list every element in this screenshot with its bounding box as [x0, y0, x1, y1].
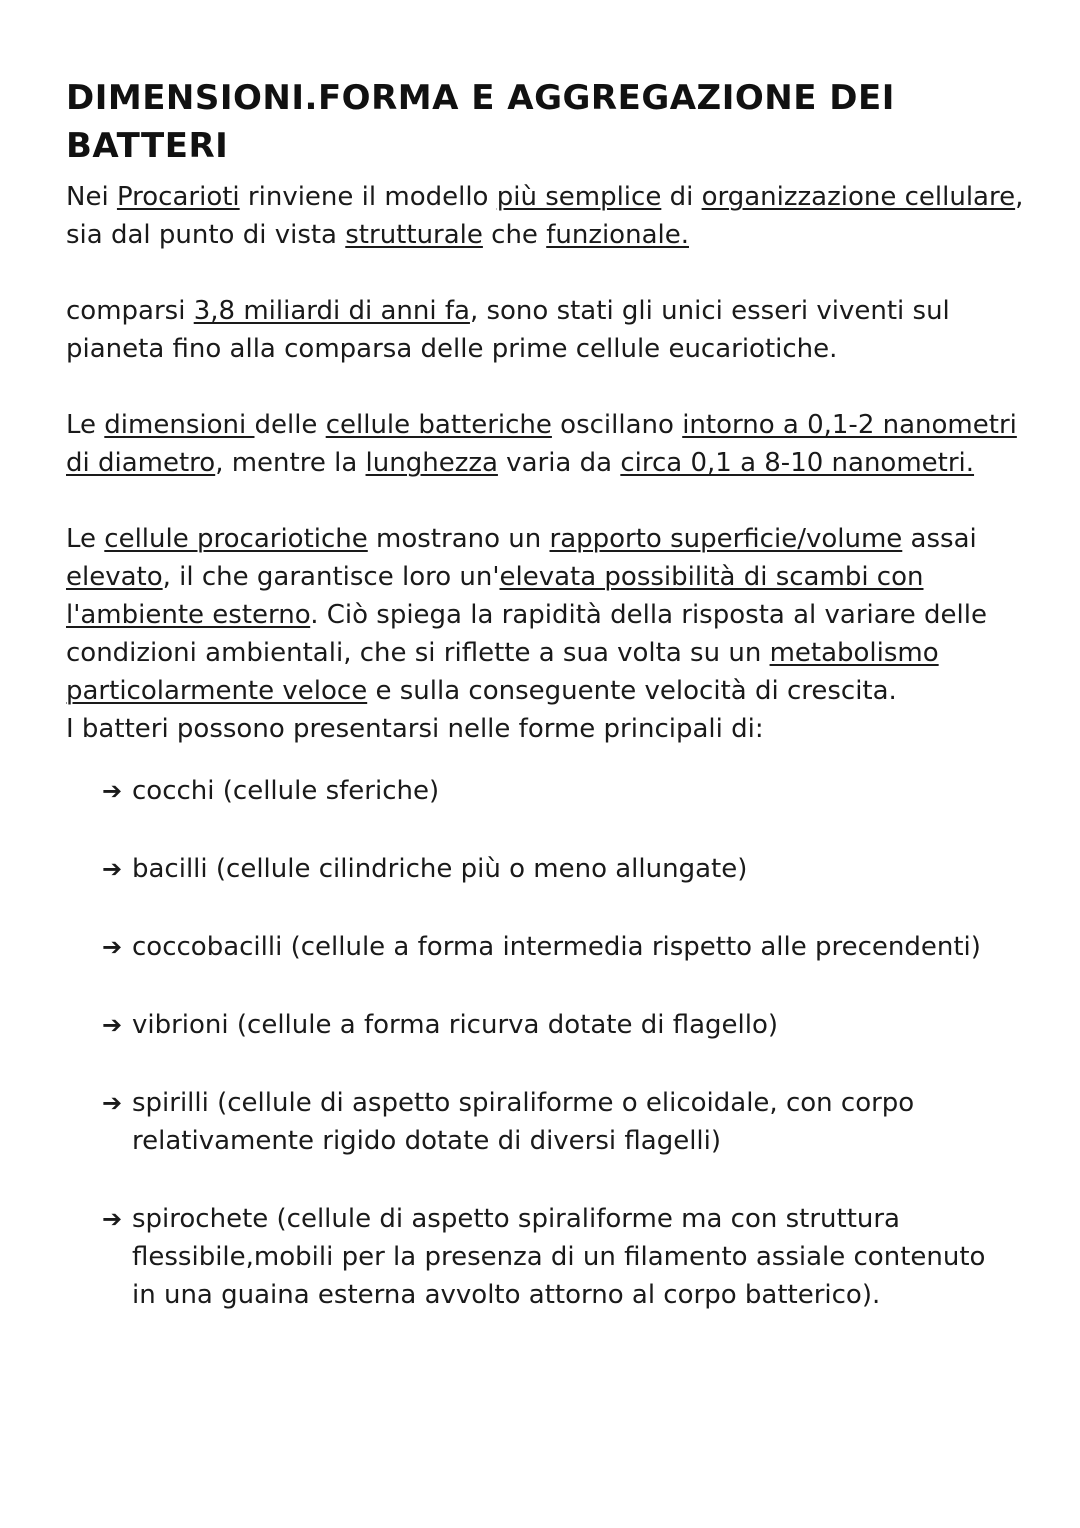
underlined-term: Procarioti: [116, 182, 240, 212]
paragraph-gap: [66, 368, 1040, 406]
text-fragment: mostrano un: [367, 524, 550, 554]
list-item: [102, 772, 1040, 810]
paragraph-surface-volume: [66, 520, 1040, 710]
list-item: [102, 1200, 1040, 1314]
arrow-icon: ➔: [102, 1205, 123, 1233]
underlined-term: dimensioni: [104, 410, 255, 440]
underlined-term: strutturale: [345, 220, 483, 250]
text-fragment: comparsi: [66, 296, 194, 326]
list-item: [102, 850, 1040, 888]
paragraph-procarioti: [66, 178, 1040, 254]
page-title: DIMENSIONI.FORMA E AGGREGAZIONE DEI BATTERI: [66, 78, 895, 166]
text-fragment: , sia dal punto di vista: [66, 182, 1024, 250]
paragraph-origin: [66, 292, 1040, 368]
underlined-term: cellule batteriche: [325, 410, 552, 440]
form-text: spirochete (cellule di aspetto spiraliforme ma con struttura flessibile,mobili per la presenza di un filamento assiale contenuto in una guaina esterna avvolto attorno al corpo batterico).: [132, 1204, 986, 1310]
underlined-term: 3,8 miliardi di anni fa: [193, 296, 470, 326]
text-fragment: delle: [254, 410, 326, 440]
form-text: cocchi (cellule sferiche): [132, 776, 440, 806]
text-fragment: e sulla conseguente velocità di crescita.: [367, 676, 897, 706]
list-item: [102, 1006, 1040, 1044]
list-item: [102, 1084, 1040, 1160]
underlined-term: elevato: [66, 562, 163, 592]
text-fragment: Le: [66, 410, 105, 440]
form-text: coccobacilli (cellule a forma intermedia rispetto alle precendenti): [132, 932, 981, 962]
form-text: spirilli (cellule di aspetto spiraliforme o elicoidale, con corpo relativamente rigido dotate di diversi flagelli): [132, 1088, 915, 1156]
text-fragment: , sono stati gli unici esseri viventi sul pianeta fino alla comparsa delle prime cellule eucariotiche.: [66, 296, 950, 364]
text-fragment: . Ciò spiega la rapidità della risposta al variare delle condizioni ambientali, che si riflette a sua volta su un: [66, 600, 987, 668]
arrow-icon: ➔: [102, 855, 123, 883]
text-fragment: , il che garantisce loro un': [162, 562, 500, 592]
text-fragment: , mentre la: [215, 448, 366, 478]
underlined-term: cellule procariotiche: [104, 524, 368, 554]
underlined-term: elevata possibilità di scambi con l'ambiente esterno: [66, 562, 924, 630]
bacteria-forms-list: [66, 772, 1040, 1314]
text-fragment: di: [661, 182, 702, 212]
paragraph-gap: [66, 254, 1040, 292]
arrow-icon: ➔: [102, 1089, 123, 1117]
underlined-term: organizzazione cellulare: [701, 182, 1016, 212]
underlined-term: più semplice: [496, 182, 662, 212]
arrow-icon: ➔: [102, 1011, 123, 1039]
text-fragment: Nei: [66, 182, 117, 212]
arrow-icon: ➔: [102, 933, 123, 961]
underlined-term: rapporto superficie/volume: [549, 524, 903, 554]
form-text: bacilli (cellule cilindriche più o meno allungate): [132, 854, 748, 884]
paragraph-gap: [66, 482, 1040, 520]
underlined-term: funzionale.: [546, 220, 689, 250]
list-item: [102, 928, 1040, 966]
underlined-term: lunghezza: [365, 448, 498, 478]
text-fragment: oscillano: [551, 410, 683, 440]
text-fragment: varia da: [497, 448, 621, 478]
text-fragment: assai: [902, 524, 977, 554]
text-fragment: rinviene il modello: [239, 182, 497, 212]
text-fragment: Le: [66, 524, 105, 554]
text-fragment: che: [482, 220, 547, 250]
paragraph-dimensions: [66, 406, 1040, 482]
form-text: vibrioni (cellule a forma ricurva dotate di flagello): [132, 1010, 779, 1040]
paragraph-forms-intro: I batteri possono presentarsi nelle forme principali di:: [66, 714, 764, 744]
underlined-term: intorno a 0,1-2 nanometri di diametro: [66, 410, 1017, 478]
underlined-term: circa 0,1 a 8-10 nanometri.: [620, 448, 975, 478]
arrow-icon: ➔: [102, 777, 123, 805]
underlined-term: metabolismo particolarmente veloce: [66, 638, 939, 706]
